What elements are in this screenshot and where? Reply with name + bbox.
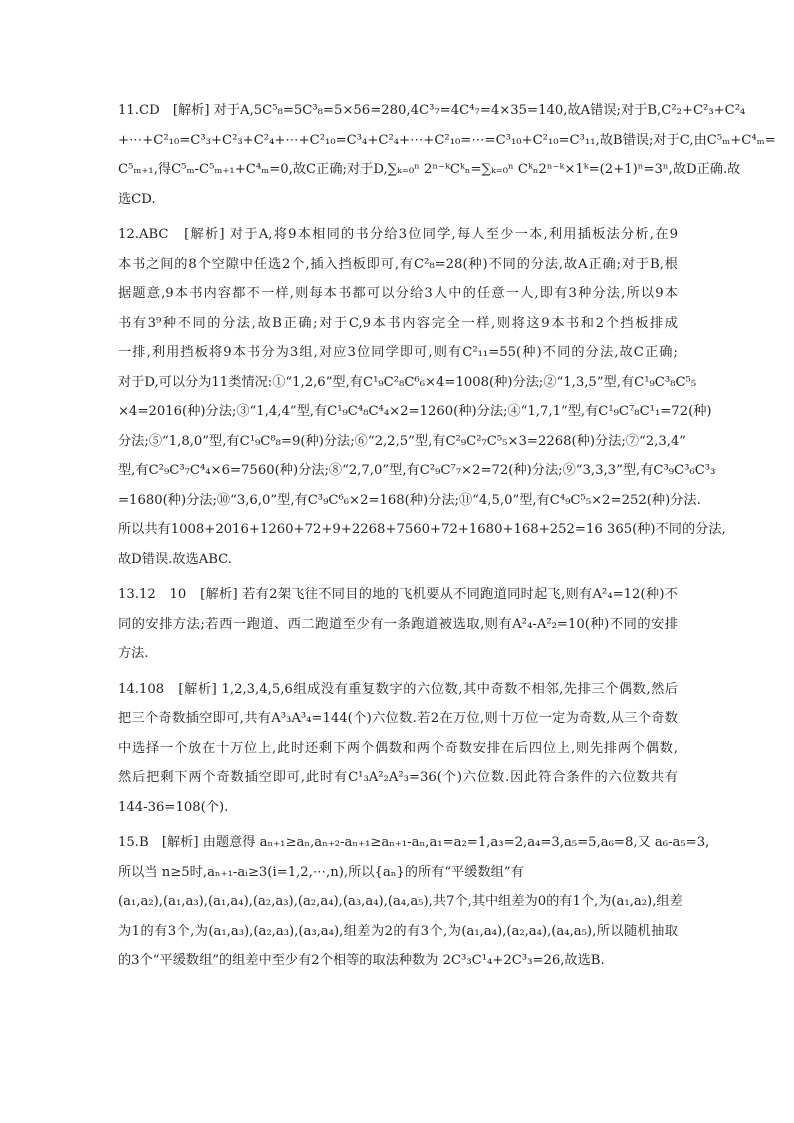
answer-line: 据题意,9本书内容都不一样,则每本书都可以分给3人中的任意一人,即有3种分法,所以9本	[118, 286, 678, 301]
answer-line: 选CD.	[118, 191, 156, 207]
answer-12	[118, 220, 726, 574]
answer-line: ×4=2016(种)分法;③“1,4,4”型,有C¹₉C⁴₈C⁴₄×2=1260(种)分法;④“1,7,1”型,有C¹₉C⁷₈C¹₁=72(种)	[118, 404, 712, 419]
answer-line: 一排,利用挡板将9本书分为3组,对应3位同学即可,则有C²₁₁=55(种)不同的分法,故C正确;	[118, 345, 678, 360]
answer-line: 所以共有1008+2016+1260+72+9+2268+7560+72+1680+168+252=16 365(种)不同的分法,	[118, 522, 726, 537]
answer-line: =1680(种)分法;⑩“3,6,0”型,有C³₉C⁶₆×2=168(种)分法;⑪“4,5,0”型,有C⁴₉C⁵₅×2=252(种)分法.	[118, 492, 701, 508]
answer-line: (a₁,a₂),(a₁,a₃),(a₁,a₄),(a₂,a₃),(a₂,a₄),(a₃,a₄),(a₄,a₅),共7个,其中组差为0的有1个,为(a₁,a₂),组差	[118, 894, 683, 909]
answer-line: 为1的有3个,为(a₁,a₃),(a₂,a₃),(a₃,a₄),组差为2的有3个,为(a₁,a₄),(a₂,a₄),(a₄,a₅),所以随机抽取	[118, 923, 678, 939]
answer-line: 15.B [解析] 由题意得 aₙ₊₁≥aₙ,aₙ₊₂-aₙ₊₁≥aₙ₊₁-aₙ,a₁=a₂=1,a₃=2,a₄=3,a₅=5,a₆=8,又 a₆-a₅=3,	[118, 835, 710, 850]
answer-page	[118, 96, 776, 982]
answer-line: 所以当 n≥5时,aₙ₊₁-aᵢ≥3(i=1,2,⋯,n),所以{aₙ}的所有“平缓数组”有	[118, 864, 524, 880]
answer-13	[118, 580, 678, 669]
answer-line: 12.ABC [解析] 对于A,将9本相同的书分给3位同学,每人至少一本,利用插板法分析,在9	[118, 227, 678, 242]
answer-line: +⋯+C²₁₀=C³₃+C²₃+C²₄+⋯+C²₁₀=C³₄+C²₄+⋯+C²₁₀=⋯=C³₁₀+C²₁₀=C³₁₁,故B错误;对于C,由C⁵ₘ+C⁴ₘ=	[118, 132, 776, 148]
answer-14	[118, 675, 678, 823]
answer-15	[118, 828, 710, 976]
answer-line: 对于D,可以分为11类情况:①“1,2,6”型,有C¹₉C²₈C⁶₆×4=1008(种)分法;②“1,3,5”型,有C¹₉C³₈C⁵₅	[118, 374, 697, 390]
answer-line: 14.108 [解析] 1,2,3,4,5,6组成没有重复数字的六位数,其中奇数不相邻,先排三个偶数,然后	[118, 681, 678, 697]
answer-line: 分法;⑤“1,8,0”型,有C¹₉C⁸₈=9(种)分法;⑥“2,2,5”型,有C²₉C²₇C⁵₅×3=2268(种)分法;⑦“2,3,4”	[118, 433, 687, 449]
answer-line: 中选择一个放在十万位上,此时还剩下两个偶数和两个奇数安排在后四位上,则先排两个偶数,	[118, 740, 678, 756]
answer-line: 的3个“平缓数组”的组差中至少有2个相等的取法种数为 2C³₃C¹₄+2C³₃=26,故选B.	[118, 953, 605, 968]
answer-line: 11.CD [解析] 对于A,5C⁵₈=5C³₈=5×56=280,4C³₇=4C⁴₇=4×35=140,故A错误;对于B,C²₂+C²₃+C²₄	[118, 103, 746, 118]
answer-line: 故D错误.故选ABC.	[118, 551, 232, 567]
answer-line: 13.12 10 [解析] 若有2架飞往不同目的地的飞机要从不同跑道同时起飞,则有A²₄=12(种)不	[118, 587, 678, 602]
answer-11	[118, 96, 776, 214]
answer-line: 然后把剩下两个奇数插空即可,此时有C¹₃A²₂A²₃=36(个)六位数.因此符合条件的六位数共有	[118, 770, 678, 785]
answer-line: 型,有C²₉C³₇C⁴₄×6=7560(种)分法;⑧“2,7,0”型,有C²₉C⁷₇×2=72(种)分法;⑨“3,3,3”型,有C³₉C³₆C³₃	[118, 463, 716, 478]
answer-line: 本书之间的8个空隙中任选2个,插入挡板即可,有C²₈=28(种)不同的分法,故A正确;对于B,根	[118, 256, 678, 272]
answer-line: 书有3⁹种不同的分法,故B正确;对于C,9本书内容完全一样,则将这9本书和2个挡板排成	[118, 315, 678, 331]
answer-line: 把三个奇数插空即可,共有A³₃A³₄=144(个)六位数.若2在万位,则十万位一定为奇数,从三个奇数	[118, 711, 678, 726]
answer-line: 方法.	[118, 646, 149, 661]
answer-line: 同的安排方法;若西一跑道、西二跑道至少有一条跑道被选取,则有A²₄-A²₂=10(种)不同的安排	[118, 616, 678, 632]
answer-line: 144-36=108(个).	[118, 799, 229, 815]
answer-line: C⁵ₘ₊₁,得C⁵ₘ-C⁵ₘ₊₁+C⁴ₘ=0,故C正确;对于D,∑ₖ₌₀ⁿ 2ⁿ⁻ᵏCᵏₙ=∑ₖ₌₀ⁿ Cᵏₙ2ⁿ⁻ᵏ×1ᵏ=(2+1)ⁿ=3ⁿ,故D正确.故	[118, 162, 741, 177]
